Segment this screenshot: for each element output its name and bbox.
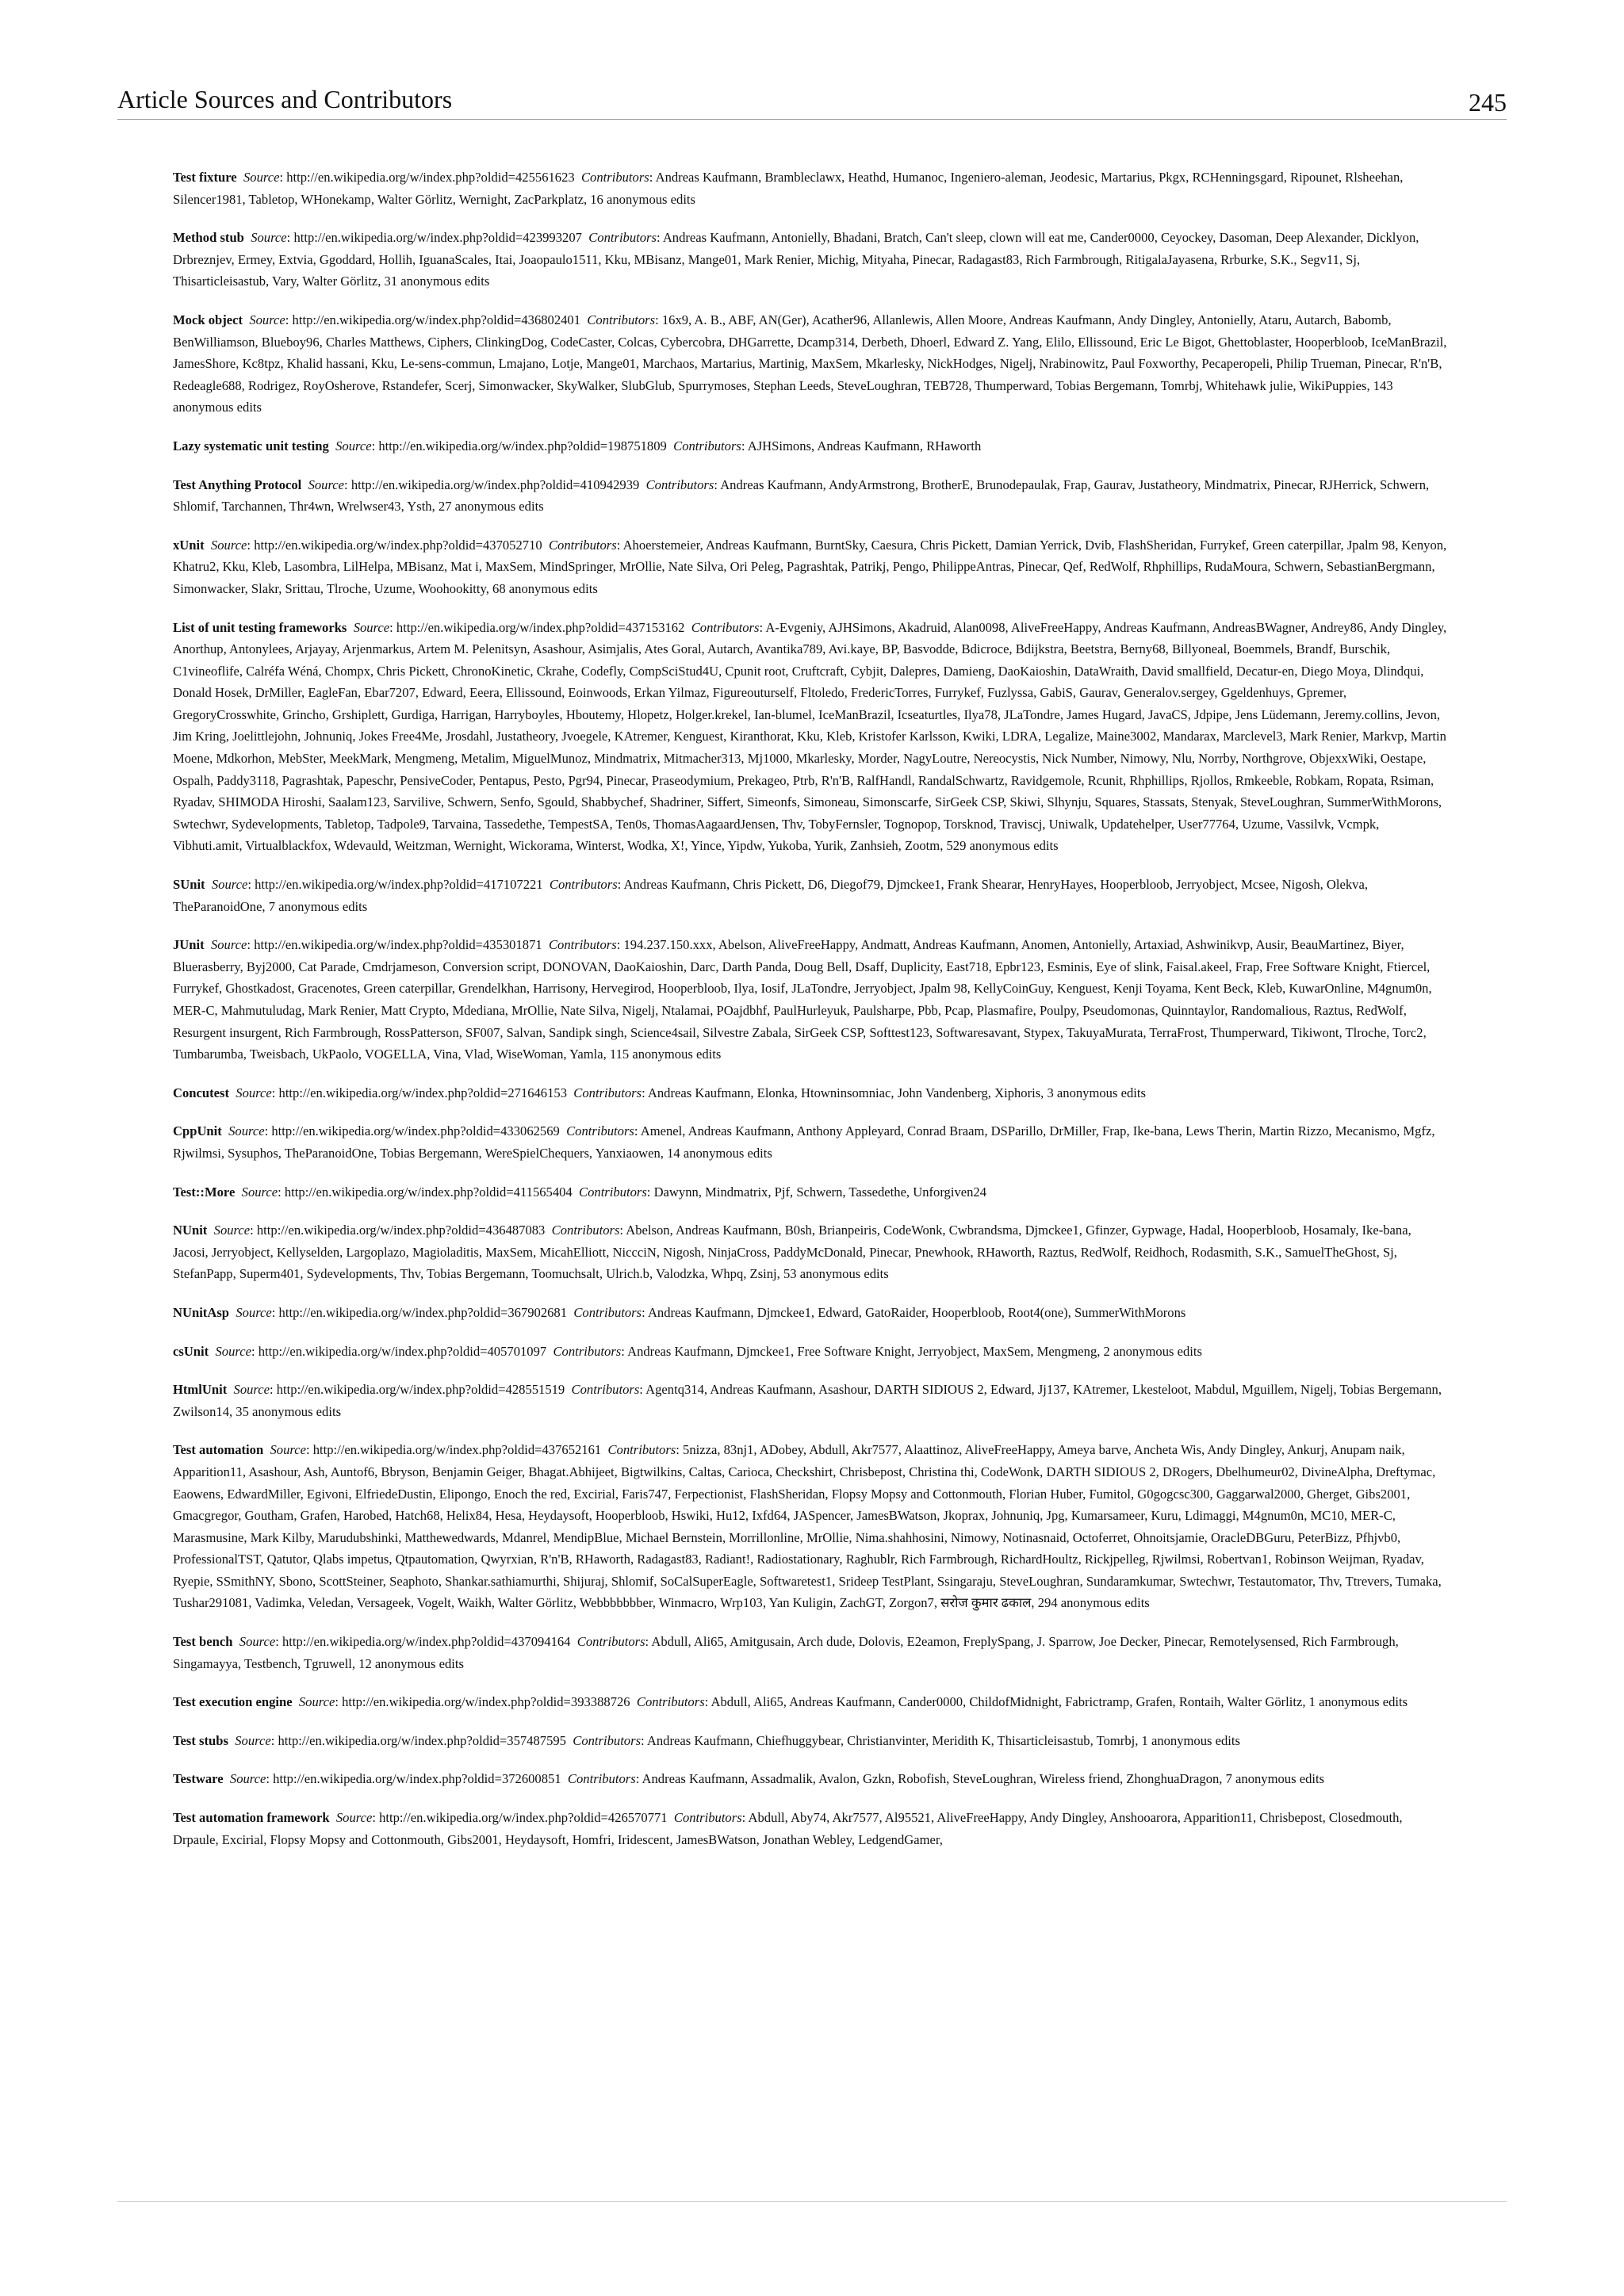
article-entry: Testware Source: http://en.wikipedia.org/w/index.php?oldid=372600851 Contributors: Andreas Kaufmann, Assadmalik, Avalon, Gzkn, Robofish, SteveLoughran, Wireless friend, ZhonghuaDragon, 7 anonymous edits: [173, 1771, 1325, 1787]
contributors-label: Contributors: [579, 1184, 647, 1200]
source-url[interactable]: http://en.wikipedia.org/w/index.php?oldid=367902681: [278, 1304, 568, 1320]
article-entry: Lazy systematic unit testing Source: http://en.wikipedia.org/w/index.php?oldid=198751809 Contributors: AJHSimons, Andreas Kaufmann, RHaworth: [173, 438, 982, 453]
contributors-label: Contributors: [573, 1085, 642, 1100]
source-label: Source: [353, 619, 390, 635]
contributors-label: Contributors: [673, 438, 741, 453]
contributors-label: Contributors: [553, 1343, 622, 1359]
contributors-label: Contributors: [576, 1634, 645, 1650]
contributors-label: Contributors: [548, 537, 617, 553]
source-label: Source: [211, 877, 248, 893]
article-name: HtmlUnit: [173, 1382, 228, 1398]
article-name: SUnit: [173, 877, 205, 893]
article-name: Test automation framework: [173, 1810, 330, 1826]
contributors-label: Contributors: [573, 1732, 642, 1748]
contributors-text: Agentq314, Andreas Kaufmann, Asashour, DARTH SIDIOUS 2, Edward, Jj137, KAtremer, Lkesteloot, Mabdul, Mguillem, Nigelj, Tobias Bergemann, Zwilson14, 35 anonymous edits: [173, 1382, 1442, 1419]
source-label: Source: [335, 438, 372, 453]
article-name: List of unit testing frameworks: [173, 619, 347, 635]
contributors-text: AJHSimons, Andreas Kaufmann, RHaworth: [747, 438, 982, 453]
source-url[interactable]: http://en.wikipedia.org/w/index.php?oldid=437052710: [254, 537, 542, 553]
contributors-label: Contributors: [691, 619, 760, 635]
article-name: Test bench: [173, 1634, 233, 1650]
contributors-text: Andreas Kaufmann, Djmckee1, Edward, GatoRaider, Hooperbloob, Root4(one), SummerWithMorons: [647, 1304, 1186, 1320]
source-url[interactable]: http://en.wikipedia.org/w/index.php?oldid=417107221: [255, 877, 543, 893]
contributors-text: 194.237.150.xxx, Abelson, AliveFreeHappy, Andmatt, Andreas Kaufmann, Anomen, Antonielly, Artaxiad, Ashwinikvp, Ausir, BeauMartinez, Biyer, Bluerasberry, Byj2000, Cat Parade, Cmdrjameson, Conversion script, DONOVAN, DaoKaioshin, Darc, Darth Panda, Doug Bell, Dsaff, Duplicity, East718, Epbr123, Esminis, Eye of slink, Faisal.akeel, Frap, Free Software Knight, Ftiercel, Furrykef, Ghostkadost, Gracenotes, Green caterpillar, Grendelkhan, Harrisony, Hervegirod, Hooperbloob, Ilya, Iosif, JLaTondre, Jerryobject, Jpalm 98, KellyCoinGuy, Kenguest, Kenji Toyama, Kent Beck, Kleb, KuwarOnline, M4gnum0n, MER-C, Mahmutuludag, Mark Renier, Matt Crypto, Mdediana, MrOllie, Nate Silva, Nigelj, Ntalamai, POajdbhf, PaulHurleyuk, Paulsharpe, Pbb, Pcap, Plasmafire, Poulpy, Pseudomonas, Quinntaylor, Randomalious, Raztus, RedWolf, Resurgent insurgent, Rich Farmbrough, RossPatterson, SF007, Salvan, Sandipk singh, Science4sail, Silvestre Zabala, SirGeek CSP, Softtest123, Softwaresavant, Stypex, TakuyaMurata, TerraFrost, Thumperward, Tikiwont, Tlroche, Torc2, Tumbarumba, Tweisbach, UkPaolo, VOGELLA, Vina, Vlad, WiseWoman, Yamla, 115 anonymous edits: [173, 937, 1432, 1062]
contributors-text: Abdull, Ali65, Andreas Kaufmann, Cander0000, ChildofMidnight, Fabrictramp, Grafen, Rontaih, Walter Görlitz, 1 anonymous edits: [710, 1694, 1408, 1710]
contributors-text: Andreas Kaufmann, Antonielly, Bhadani, Bratch, Can't sleep, clown will eat me, Cander0000, Ceyockey, Dasoman, Deep Alexander, Dicklyon, Drbreznjev, Ermey, Extvia, Ggoddard, Hollih, IguanaScales, Itai, Joaopaulo1511, Kku, MBisanz, Mange01, Mark Renier, Michig, Mityaha, Pinecar, Radagast83, Rich Farmbrough, RitigalaJayasena, Rrburke, S.K., Segv11, Sj, Thisarticleisastub, Vary, Walter Görlitz, 31 anonymous edits: [173, 230, 1419, 289]
source-label: Source: [335, 1810, 373, 1826]
article-name: Test execution engine: [173, 1694, 293, 1710]
contributors-label: Contributors: [673, 1810, 742, 1826]
article-name: NUnit: [173, 1223, 208, 1238]
article-name: JUnit: [173, 937, 205, 953]
source-url[interactable]: http://en.wikipedia.org/w/index.php?oldid=372600851: [273, 1771, 561, 1787]
contributors-text: Andreas Kaufmann, Elonka, Htowninsomniac, John Vandenberg, Xiphoris, 3 anonymous edits: [647, 1085, 1146, 1100]
article-entry: Test::More Source: http://en.wikipedia.org/w/index.php?oldid=411565404 Contributors: Dawynn, Mindmatrix, Pjf, Schwern, Tassedethe, Unforgiven24: [173, 1184, 987, 1200]
source-url[interactable]: http://en.wikipedia.org/w/index.php?oldid=425561623: [286, 170, 575, 185]
source-label: Source: [235, 1732, 271, 1748]
article-name: Test automation: [173, 1442, 264, 1458]
article-entry: Method stub Source: http://en.wikipedia.org/w/index.php?oldid=423993207 Contributors: Andreas Kaufmann, Antonielly, Bhadani, Bratch, Can't sleep, clown will eat me, Cander0000, Ceyockey, Dasoman, Deep Alexander, Dicklyon, Drbreznjev, Ermey, Extvia, Ggoddard, Hollih, IguanaScales, Itai, Joaopaulo1511, Kku, MBisanz, Mange01, Mark Renier, Michig, Mityaha, Pinecar, Radagast83, Rich Farmbrough, RitigalaJayasena, Rrburke, S.K., Segv11, Sj, Thisarticleisastub, Vary, Walter Görlitz, 31 anonymous edits: [173, 230, 1419, 289]
article-name: xUnit: [173, 537, 205, 553]
source-url[interactable]: http://en.wikipedia.org/w/index.php?oldid=411565404: [284, 1184, 573, 1200]
article-name: Test Anything Protocol: [173, 476, 302, 492]
article-entry: CppUnit Source: http://en.wikipedia.org/w/index.php?oldid=433062569 Contributors: Amenel, Andreas Kaufmann, Anthony Appleyard, Conrad Braam, DSParillo, DrMiller, Frap, Ike-bana, Lews Therin, Martin Rizzo, Mecanismo, Mgfz, Rjwilmsi, Sysuphos, TheParanoidOne, Tobias Bergemann, WereSpielChequers, Yanxiaowen, 14 anonymous edits: [173, 1123, 1435, 1161]
article-entry: Test bench Source: http://en.wikipedia.org/w/index.php?oldid=437094164 Contributors: Abdull, Ali65, Amitgusain, Arch dude, Dolovis, E2eamon, FreplySpang, J. Sparrow, Joe Decker, Pinecar, Remotelysensed, Rich Farmbrough, Singamayya, Testbench, Tgruwell, 12 anonymous edits: [173, 1634, 1399, 1671]
contributors-text: Andreas Kaufmann, Chiefhuggybear, Christianvinter, Meridith K, Thisarticleisastub, Tomrbj, 1 anonymous edits: [646, 1732, 1240, 1748]
contributors-label: Contributors: [567, 1771, 636, 1787]
footer-rule: [117, 2201, 1507, 2202]
contributors-text: Abdull, Ali65, Amitgusain, Arch dude, Dolovis, E2eamon, FreplySpang, J. Sparrow, Joe Decker, Pinecar, Remotelysensed, Rich Farmbrough, Singamayya, Testbench, Tgruwell, 12 anonymous edits: [173, 1634, 1399, 1671]
contributors-text: Andreas Kaufmann, Brambleclawx, Heathd, Humanoc, Ingeniero-aleman, Jeodesic, Martarius, Pkgx, RCHenningsgard, Ripounet, Rlsheehan, Silencer1981, Tabletop, WHonekamp, Walter Görlitz, Wernight, ZacParkplatz, 16 anonymous edits: [173, 170, 1404, 207]
article-entry: Test automation framework Source: http://en.wikipedia.org/w/index.php?oldid=426570771 Contributors: Abdull, Aby74, Akr7577, Al95521, AliveFreeHappy, Andy Dingley, Anshooarora, Apparition11, Chrisbepost, Closedmouth, Drpaule, Excirial, Flopsy Mopsy and Cottonmouth, Gibs2001, Heydaysoft, Homfri, Iridescent, JamesBWatson, Jonathan Webley, LedgendGamer,: [173, 1810, 1403, 1847]
source-url[interactable]: http://en.wikipedia.org/w/index.php?oldid=410942939: [350, 476, 640, 492]
source-url[interactable]: http://en.wikipedia.org/w/index.php?oldid=423993207: [293, 230, 582, 246]
contributors-label: Contributors: [645, 476, 714, 492]
source-label: Source: [270, 1442, 306, 1458]
article-entry: csUnit Source: http://en.wikipedia.org/w/index.php?oldid=405701097 Contributors: Andreas Kaufmann, Djmckee1, Free Software Knight, Jerryobject, MaxSem, Mengmeng, 2 anonymous edits: [173, 1343, 1202, 1359]
running-title: Article Sources and Contributors: [117, 85, 453, 113]
source-url[interactable]: http://en.wikipedia.org/w/index.php?oldid=437094164: [282, 1634, 571, 1650]
article-entry: Test Anything Protocol Source: http://en.wikipedia.org/w/index.php?oldid=410942939 Contributors: Andreas Kaufmann, AndyArmstrong, BrotherE, Brunodepaulak, Frap, Gaurav, Justatheory, Mindmatrix, Pinecar, RJHerrick, Schwern, Shlomif, Tarchannen, Thr4wn, Wrelwser43, Ysth, 27 anonymous edits: [173, 476, 1430, 515]
contributors-text: Abdull, Aby74, Akr7577, Al95521, AliveFreeHappy, Andy Dingley, Anshooarora, Apparition11, Chrisbepost, Closedmouth, Drpaule, Excirial, Flopsy Mopsy and Cottonmouth, Gibs2001, Heydaysoft, Homfri, Iridescent, JamesBWatson, Jonathan Webley, LedgendGamer,: [173, 1810, 1403, 1847]
contributors-text: 16x9, A. B., ABF, AN(Ger), Acather96, Allanlewis, Allen Moore, Andreas Kaufmann, Andy Dingley, Antonielly, Ataru, Autarch, Babomb, BenWilliamson, Blueboy96, Charles Matthews, Ciphers, ClinkingDog, CodeCaster, Colcas, Cybercobra, DHGarrette, Dcamp314, Derbeth, Dhoerl, Edward Z. Yang, Elilo, Ellissound, Eric Le Bigot, Ghettoblaster, Hooperbloob, IceManBrazil, JamesShore, Kc8tpz, Khalid hassani, Kku, Le-sens-commun, Lmajano, Lotje, Mange01, Marchaos, Martarius, Martinig, MaxSem, Mkarlesky, NickHodges, Nigelj, Nrabinowitz, Paul Foxworthy, Pecaperopeli, Philip Trueman, Pinecar, R'n'B, Redeagle688, Rodrigez, RoyOsherove, Rstandefer, Scerj, Simonwacker, SkyWalker, SlubGlub, Spurrymoses, Stephan Leeds, SteveLoughran, TEB728, Thumperward, Tobias Bergemann, Tomrbj, Whitehawk julie, WikiPuppies, 143 anonymous edits: [173, 312, 1447, 415]
source-label: Source: [298, 1694, 335, 1710]
source-url[interactable]: http://en.wikipedia.org/w/index.php?oldid=271646153: [278, 1085, 567, 1100]
article-name: csUnit: [173, 1343, 209, 1359]
contributors-text: Ahoerstemeier, Andreas Kaufmann, BurntSky, Caesura, Chris Pickett, Damian Yerrick, Dvib, FlashSheridan, Furrykef, Green caterpillar, Jpalm 98, Kenyon, Khatru2, Kku, Kleb, Lasombra, LilHelpa, MBisanz, Mat i, MaxSem, MindSpringer, MrOllie, Nate Silva, Ori Peleg, Pagrashtak, Patrikj, Pengo, PhilippeAntras, Pinecar, Qef, RedWolf, Rhphillips, RudaMoura, Schwern, SebastianBergmann, Simonwacker, Slakr, Srittau, Tlroche, Uzume, Woohookitty, 68 anonymous edits: [173, 537, 1447, 596]
source-label: Source: [210, 937, 247, 953]
article-name: Test stubs: [173, 1732, 228, 1748]
source-label: Source: [229, 1771, 266, 1787]
article-entry: Mock object Source: http://en.wikipedia.org/w/index.php?oldid=436802401 Contributors: 16x9, A. B., ABF, AN(Ger), Acather96, Allanlewis, Allen Moore, Andreas Kaufmann, Andy Dingley, Antonielly, Ataru, Autarch, Babomb, BenWilliamson, Blueboy96, Charles Matthews, Ciphers, ClinkingDog, CodeCaster, Colcas, Cybercobra, DHGarrette, Dcamp314, Derbeth, Dhoerl, Edward Z. Yang, Elilo, Ellissound, Eric Le Bigot, Ghettoblaster, Hooperbloob, IceManBrazil, JamesShore, Kc8tpz, Khalid hassani, Kku, Le-sens-commun, Lmajano, Lotje, Mange01, Marchaos, Martarius, Martinig, MaxSem, Mkarlesky, NickHodges, Nigelj, Nrabinowitz, Paul Foxworthy, Pecaperopeli, Philip Trueman, Pinecar, R'n'B, Redeagle688, Rodrigez, RoyOsherove, Rstandefer, Scerj, Simonwacker, SkyWalker, SlubGlub, Spurrymoses, Stephan Leeds, SteveLoughran, TEB728, Thumperward, Tobias Bergemann, Tomrbj, Whitehawk julie, WikiPuppies, 143 anonymous edits: [173, 312, 1447, 415]
contributors-text: Abelson, Andreas Kaufmann, B0sh, Brianpeiris, CodeWonk, Cwbrandsma, Djmckee1, Gfinzer, Gypwage, Hadal, Hooperbloob, Hosamaly, Ike-bana, Jacosi, Jerryobject, Kellyselden, Largoplazo, Magioladitis, MaxSem, MicahElliott, NiccciN, Nigosh, NinjaCross, PaddyMcDonald, Pinecar, Pnewhook, RHaworth, Raztus, RedWolf, Reidhoch, Rodasmith, S.K., SamuelTheGhost, Sj, StefanPapp, Superm401, Sydevelopments, Thv, Tobias Bergemann, Toomuchsalt, Ulrich.b, Valodzka, Whpq, Zsinj, 53 anonymous edits: [173, 1223, 1411, 1282]
source-url[interactable]: http://en.wikipedia.org/w/index.php?oldid=428551519: [276, 1382, 565, 1398]
contributors-text: Andreas Kaufmann, Assadmalik, Avalon, Gzkn, Robofish, SteveLoughran, Wireless friend, ZhonghuaDragon, 7 anonymous edits: [642, 1771, 1325, 1787]
article-entry: JUnit Source: http://en.wikipedia.org/w/index.php?oldid=435301871 Contributors: 194.237.150.xxx, Abelson, AliveFreeHappy, Andmatt, Andreas Kaufmann, Anomen, Antonielly, Artaxiad, Ashwinikvp, Ausir, BeauMartinez, Biyer, Bluerasberry, Byj2000, Cat Parade, Cmdrjameson, Conversion script, DONOVAN, DaoKaioshin, Darc, Darth Panda, Doug Bell, Dsaff, Duplicity, East718, Epbr123, Esminis, Eye of slink, Faisal.akeel, Frap, Free Software Knight, Ftiercel, Furrykef, Ghostkadost, Gracenotes, Green caterpillar, Grendelkhan, Harrisony, Hervegirod, Hooperbloob, Ilya, Iosif, JLaTondre, Jerryobject, Jpalm 98, KellyCoinGuy, Kenguest, Kenji Toyama, Kent Beck, Kleb, KuwarOnline, M4gnum0n, MER-C, Mahmutuludag, Mark Renier, Matt Crypto, Mdediana, MrOllie, Nate Silva, Nigelj, Ntalamai, POajdbhf, PaulHurleyuk, Paulsharpe, Pbb, Pcap, Plasmafire, Poulpy, Pseudomonas, Quinntaylor, Randomalious, Raztus, RedWolf, Resurgent insurgent, Rich Farmbrough, RossPatterson, SF007, Salvan, Sandipk singh, Science4sail, Silvestre Zabala, SirGeek CSP, Softtest123, Softwaresavant, Stypex, TakuyaMurata, TerraFrost, Thumperward, Tikiwont, Tlroche, Torc2, Tumbarumba, Tweisbach, UkPaolo, VOGELLA, Vina, Vlad, WiseWoman, Yamla, 115 anonymous edits: [173, 937, 1432, 1062]
contributors-label: Contributors: [573, 1304, 642, 1320]
article-name: Method stub: [173, 230, 244, 246]
article-entry: List of unit testing frameworks Source: http://en.wikipedia.org/w/index.php?oldid=437153162 Contributors: A-Evgeniy, AJHSimons, Akadruid, Alan0098, AliveFreeHappy, Andreas Kaufmann, AndreasBWagner, Andrey86, Andy Dingley, Anorthup, Antonylees, Arjayay, Arjenmarkus, Artem M. Pelenitsyn, Asashour, Asimjalis, Ates Goral, Autarch, Avantika789, Avi.kaye, BP, Basvodde, Bdicroce, Bdijkstra, Beetstra, Berny68, Billyoneal, Boemmels, Brandf, Burschik, C1vineoflife, Calréfa Wéná, Chompx, Chris Pickett, ChronoKinetic, Ckrahe, Codefly, CompSciStud4U, Cpunit root, Cruftcraft, Cybjit, Dalepres, Damieng, DaoKaioshin, DataWraith, David smallfield, Decatur-en, Diego Moya, Dlindqui, Donald Hosek, DrMiller, EagleFan, Ebar7207, Edward, Eeera, Ellissound, Eoinwoods, Erkan Yilmaz, Figureouturself, Fltoledo, FredericTorres, Furrykef, Fuzlyssa, GabiS, Gaurav, Generalov.sergey, Ggeldenhuys, Gpremer, GregoryCrosswhite, Grincho, Grshiplett, Gurdiga, Harrigan, Harryboyles, Hboutemy, Hlopetz, Holger.krekel, Ian-blumel, IceManBrazil, Icseaturtles, Ilya78, JLaTondre, James Hugard, JavaCS, Jdpipe, Jens Lüdemann, Jeremy.collins, Jevon, Jim Kring, Joelittlejohn, Johnuniq, Jokes Free4Me, Jrosdahl, Justatheory, Jvoegele, KAtremer, Kenguest, Kiranthorat, Kku, Kleb, Kristofer Karlsson, Kwiki, LDRA, Legalize, Maine3002, Mandarax, Marclevel3, Mark Renier, Markvp, Martin Moene, Mdkorhon, MebSter, MeekMark, Mengmeng, Metalim, MiguelMunoz, Mindmatrix, Mitmacher313, Mj1000, Mkarlesky, Morder, NagyLoutre, Nereocystis, Nick Number, Nimowy, Nlu, Norrby, Northgrove, ObjexxWiki, Oestape, Ospalh, Paddy3118, Pagrashtak, Papeschr, PensiveCoder, Pentapus, Pesto, Pgr94, Pinecar, Praseodymium, Prekageo, Ptrb, R'n'B, RalfHandl, RandalSchwartz, Ravidgemole, Rcunit, Rhphillips, Rjollos, Rmkeeble, Robkam, Ropata, Rsiman, Ryadav, SHIMODA Hiroshi, Saalam123, Sarvilive, Schwern, Senfo, Sgould, Shabbychef, Shadriner, Siffert, Simeonfs, Simoneau, Simonscarfe, SirGeek CSP, Skiwi, Slhynju, Squares, Stassats, Stenyak, SteveLoughran, SummerWithMorons, Swtechwr, Sydevelopments, Tabletop, Tadpole9, Tarvaina, Tassedethe, TempestSA, Ten0s, ThomasAagaardJensen, Thv, TobyFernsler, Tognopop, Torsknod, Traviscj, Uniwalk, Updatehelper, User77764, Uzume, Vassilvk, Vcmpk, Vibhuti.amit, Virtualblackfox, Wdevauld, Weitzman, Wernight, Wickorama, Winterst, Wodka, X!, Yince, Yipdw, Yukoba, Yurik, Zanhsieh, Zootm, 529 anonymous edits: [173, 619, 1447, 854]
article-name: Test::More: [173, 1184, 236, 1200]
contributors-label: Contributors: [571, 1382, 640, 1398]
source-label: Source: [241, 1184, 278, 1200]
source-label: Source: [210, 537, 247, 553]
contributors-label: Contributors: [587, 312, 656, 327]
contributors-label: Contributors: [580, 170, 649, 185]
contributors-label: Contributors: [588, 230, 657, 246]
source-label: Source: [249, 312, 285, 327]
contributors-label: Contributors: [636, 1694, 705, 1710]
article-name: Concutest: [173, 1085, 229, 1100]
source-label: Source: [239, 1634, 276, 1650]
contributors-text: Dawynn, Mindmatrix, Pjf, Schwern, Tassedethe, Unforgiven24: [653, 1184, 987, 1200]
article-name: Mock object: [173, 312, 243, 327]
source-label: Source: [213, 1223, 251, 1238]
source-url[interactable]: http://en.wikipedia.org/w/index.php?oldid=437153162: [396, 619, 685, 635]
source-label: Source: [215, 1343, 251, 1359]
article-entry: SUnit Source: http://en.wikipedia.org/w/index.php?oldid=417107221 Contributors: Andreas Kaufmann, Chris Pickett, D6, Diegof79, Djmckee1, Frank Shearar, HenryHayes, Hooperbloob, Jerryobject, Mcsee, Nigosh, Olekva, TheParanoidOne, 7 anonymous edits: [173, 877, 1368, 914]
article-name: CppUnit: [173, 1123, 222, 1139]
page-header: [117, 79, 1507, 120]
contributors-text: 5nizza, 83nj1, ADobey, Abdull, Akr7577, Alaattinoz, AliveFreeHappy, Ameya barve, Ancheta Wis, Andy Dingley, Ankurj, Anupam naik, Apparition11, Asashour, Ash, Auntof6, Bbryson, Benjamin Geiger, Bhagat.Abhijeet, Bigtwilkins, Caltas, Carioca, Checkshirt, Chrisbepost, Christina thi, CodeWonk, DARTH SIDIOUS 2, DRogers, Dbelhumeur02, DivineAlpha, Dreftymac, Eaowens, EdwardMiller, Egivoni, ElfriedeDustin, Elipongo, Enoch the red, Excirial, Faris747, Ferpectionist, FlashSheridan, Flopsy Mopsy and Cottonmouth, Florian Huber, Fumitol, G0gogcsc300, Gaggarwal2000, Gherget, Gibs2001, Gmacgregor, Goutham, Grafen, Harobed, Hatch68, Helix84, Hesa, Heydaysoft, Hooperbloob, Hswiki, Hu12, Ixfd64, JASpencer, JamesBWatson, Jkoprax, Johnuniq, Jpg, Kumarsameer, Kuru, Ldimaggi, M4gnum0n, MC10, MER-C, Marasmusine, Mark Kilby, Marudubshinki, Matthewedwards, Mdanrel, MendipBlue, Michael Bernstein, Morrillonline, MrOllie, Nima.shahhosini, Nimowy, Notinasnaid, Octoferret, Ohnoitsjamie, OracleDBGuru, PeterBizz, Pfhjvb0, ProfessionalTST, Qatutor, Qlabs impetus, Qtpautomation, Qwyrxian, R'n'B, RHaworth, Radagast83, Radiant!, Radiostationary, Raghublr, Rich Farmbrough, RichardHoultz, Rickjpelleg, Rjwilmsi, Robertvan1, Robinson Weijman, Ryadav, Ryepie, SSmithNY, Sbono, ScottSteiner, Seaphoto, Shankar.sathiamurthi, Shijuraj, Shlomif, SoCalSuperEagle, Softwaretest1, Srideep TestPlant, Ssingaraju, SteveLoughran, Sundaramkumar, Swtechwr, Testautomator, Thv, Ttrevers, Tumaka, Tushar291081, Vadimka, Veledan, Versageek, Vogelt, Waikh, Walter Görlitz, Webbbbbbber, Winmacro, Wrp103, Yan Kuligin, ZachGT, Zorgon7, सरोज कुमार ढकाल, 294 anonymous edits: [173, 1442, 1442, 1611]
source-url[interactable]: http://en.wikipedia.org/w/index.php?oldid=435301871: [254, 937, 542, 953]
article-entry: Concutest Source: http://en.wikipedia.org/w/index.php?oldid=271646153 Contributors: Andreas Kaufmann, Elonka, Htowninsomniac, John Vandenberg, Xiphoris, 3 anonymous edits: [173, 1085, 1146, 1100]
page-number: 245: [1469, 88, 1507, 117]
article-entry: Test fixture Source: http://en.wikipedia.org/w/index.php?oldid=425561623 Contributors: Andreas Kaufmann, Brambleclawx, Heathd, Humanoc, Ingeniero-aleman, Jeodesic, Martarius, Pkgx, RCHenningsgard, Ripounet, Rlsheehan, Silencer1981, Tabletop, WHonekamp, Walter Görlitz, Wernight, ZacParkplatz, 16 anonymous edits: [173, 170, 1404, 207]
source-label: Source: [243, 170, 280, 185]
article-entry: NUnitAsp Source: http://en.wikipedia.org/w/index.php?oldid=367902681 Contributors: Andreas Kaufmann, Djmckee1, Edward, GatoRaider, Hooperbloob, Root4(one), SummerWithMorons: [173, 1304, 1186, 1320]
article-entry: HtmlUnit Source: http://en.wikipedia.org/w/index.php?oldid=428551519 Contributors: Agentq314, Andreas Kaufmann, Asashour, DARTH SIDIOUS 2, Edward, Jj137, KAtremer, Lkesteloot, Mabdul, Mguillem, Nigelj, Tobias Bergemann, Zwilson14, 35 anonymous edits: [173, 1382, 1442, 1419]
source-url[interactable]: http://en.wikipedia.org/w/index.php?oldid=357487595: [278, 1732, 566, 1748]
article-name: Lazy systematic unit testing: [173, 438, 329, 453]
source-url[interactable]: http://en.wikipedia.org/w/index.php?oldid=426570771: [379, 1810, 668, 1826]
source-url[interactable]: http://en.wikipedia.org/w/index.php?oldid=393388726: [342, 1694, 630, 1710]
source-url[interactable]: http://en.wikipedia.org/w/index.php?oldid=405701097: [258, 1343, 547, 1359]
contributors-list: [173, 166, 1450, 1867]
article-entry: NUnit Source: http://en.wikipedia.org/w/index.php?oldid=436487083 Contributors: Abelson, Andreas Kaufmann, B0sh, Brianpeiris, CodeWonk, Cwbrandsma, Djmckee1, Gfinzer, Gypwage, Hadal, Hooperbloob, Hosamaly, Ike-bana, Jacosi, Jerryobject, Kellyselden, Largoplazo, Magioladitis, MaxSem, MicahElliott, NiccciN, Nigosh, NinjaCross, PaddyMcDonald, Pinecar, Pnewhook, RHaworth, Raztus, RedWolf, Reidhoch, Rodasmith, S.K., SamuelTheGhost, Sj, StefanPapp, Superm401, Sydevelopments, Thv, Tobias Bergemann, Toomuchsalt, Ulrich.b, Valodzka, Whpq, Zsinj, 53 anonymous edits: [173, 1223, 1411, 1282]
source-label: Source: [228, 1123, 265, 1139]
source-label: Source: [236, 1085, 272, 1100]
source-url[interactable]: http://en.wikipedia.org/w/index.php?oldid=433062569: [271, 1123, 560, 1139]
source-url[interactable]: http://en.wikipedia.org/w/index.php?oldid=198751809: [378, 438, 667, 453]
article-name: Test fixture: [173, 170, 237, 185]
source-label: Source: [308, 476, 345, 492]
source-url[interactable]: http://en.wikipedia.org/w/index.php?oldid=437652161: [312, 1442, 602, 1458]
contributors-text: Amenel, Andreas Kaufmann, Anthony Appleyard, Conrad Braam, DSParillo, DrMiller, Frap, Ike-bana, Lews Therin, Martin Rizzo, Mecanismo, Mgfz, Rjwilmsi, Sysuphos, TheParanoidOne, Tobias Bergemann, WereSpielChequers, Yanxiaowen, 14 anonymous edits: [173, 1123, 1435, 1161]
contributors-text: Andreas Kaufmann, AndyArmstrong, BrotherE, Brunodepaulak, Frap, Gaurav, Justatheory, Mindmatrix, Pinecar, RJHerrick, Schwern, Shlomif, Tarchannen, Thr4wn, Wrelwser43, Ysth, 27 anonymous edits: [173, 476, 1430, 515]
article-entry: Test execution engine Source: http://en.wikipedia.org/w/index.php?oldid=393388726 Contributors: Abdull, Ali65, Andreas Kaufmann, Cander0000, ChildofMidnight, Fabrictramp, Grafen, Rontaih, Walter Görlitz, 1 anonymous edits: [173, 1694, 1408, 1710]
source-label: Source: [233, 1382, 270, 1398]
source-label: Source: [251, 230, 287, 246]
contributors-label: Contributors: [566, 1123, 634, 1139]
contributors-text: Andreas Kaufmann, Djmckee1, Free Software Knight, Jerryobject, MaxSem, Mengmeng, 2 anonymous edits: [627, 1343, 1202, 1359]
article-entry: Test automation Source: http://en.wikipedia.org/w/index.php?oldid=437652161 Contributors: 5nizza, 83nj1, ADobey, Abdull, Akr7577, Alaattinoz, AliveFreeHappy, Ameya barve, Ancheta Wis, Andy Dingley, Ankurj, Anupam naik, Apparition11, Asashour, Ash, Auntof6, Bbryson, Benjamin Geiger, Bhagat.Abhijeet, Bigtwilkins, Caltas, Carioca, Checkshirt, Chrisbepost, Christina thi, CodeWonk, DARTH SIDIOUS 2, DRogers, Dbelhumeur02, DivineAlpha, Dreftymac, Eaowens, EdwardMiller, Egivoni, ElfriedeDustin, Elipongo, Enoch the red, Excirial, Faris747, Ferpectionist, FlashSheridan, Flopsy Mopsy and Cottonmouth, Florian Huber, Fumitol, G0gogcsc300, Gaggarwal2000, Gherget, Gibs2001, Gmacgregor, Goutham, Grafen, Harobed, Hatch68, Helix84, Hesa, Heydaysoft, Hooperbloob, Hswiki, Hu12, Ixfd64, JASpencer, JamesBWatson, Jkoprax, Johnuniq, Jpg, Kumarsameer, Kuru, Ldimaggi, M4gnum0n, MC10, MER-C, Marasmusine, Mark Kilby, Marudubshinki, Matthewedwards, Mdanrel, MendipBlue, Michael Bernstein, Morrillonline, MrOllie, Nima.shahhosini, Nimowy, Notinasnaid, Octoferret, Ohnoitsjamie, OracleDBGuru, PeterBizz, Pfhjvb0, ProfessionalTST, Qatutor, Qlabs impetus, Qtpautomation, Qwyrxian, R'n'B, RHaworth, Radagast83, Radiant!, Radiostationary, Raghublr, Rich Farmbrough, RichardHoultz, Rickjpelleg, Rjwilmsi, Robertvan1, Robinson Weijman, Ryadav, Ryepie, SSmithNY, Sbono, ScottSteiner, Seaphoto, Shankar.sathiamurthi, Shijuraj, Shlomif, SoCalSuperEagle, Softwaretest1, Srideep TestPlant, Ssingaraju, SteveLoughran, Sundaramkumar, Swtechwr, Testautomator, Thv, Ttrevers, Tumaka, Tushar291081, Vadimka, Veledan, Versageek, Vogelt, Waikh, Walter Görlitz, Webbbbbbber, Winmacro, Wrp103, Yan Kuligin, ZachGT, Zorgon7, सरोज कुमार ढकाल, 294 anonymous edits: [173, 1442, 1442, 1611]
contributors-label: Contributors: [548, 937, 617, 953]
article-name: Testware: [173, 1771, 224, 1787]
article-name: NUnitAsp: [173, 1304, 230, 1320]
source-url[interactable]: http://en.wikipedia.org/w/index.php?oldid=436802401: [292, 312, 581, 327]
contributors-label: Contributors: [551, 1223, 620, 1238]
contributors-label: Contributors: [607, 1442, 676, 1458]
source-url[interactable]: http://en.wikipedia.org/w/index.php?oldid=436487083: [256, 1223, 546, 1238]
contributors-text: A-Evgeniy, AJHSimons, Akadruid, Alan0098, AliveFreeHappy, Andreas Kaufmann, AndreasBWagner, Andrey86, Andy Dingley, Anorthup, Antonylees, Arjayay, Arjenmarkus, Artem M. Pelenitsyn, Asashour, Asimjalis, Ates Goral, Autarch, Avantika789, Avi.kaye, BP, Basvodde, Bdicroce, Bdijkstra, Beetstra, Berny68, Billyoneal, Boemmels, Brandf, Burschik, C1vineoflife, Calréfa Wéná, Chompx, Chris Pickett, ChronoKinetic, Ckrahe, Codefly, CompSciStud4U, Cpunit root, Cruftcraft, Cybjit, Dalepres, Damieng, DaoKaioshin, DataWraith, David smallfield, Decatur-en, Diego Moya, Dlindqui, Donald Hosek, DrMiller, EagleFan, Ebar7207, Edward, Eeera, Ellissound, Eoinwoods, Erkan Yilmaz, Figureouturself, Fltoledo, FredericTorres, Furrykef, Fuzlyssa, GabiS, Gaurav, Generalov.sergey, Ggeldenhuys, Gpremer, GregoryCrosswhite, Grincho, Grshiplett, Gurdiga, Harrigan, Harryboyles, Hboutemy, Hlopetz, Holger.krekel, Ian-blumel, IceManBrazil, Icseaturtles, Ilya78, JLaTondre, James Hugard, JavaCS, Jdpipe, Jens Lüdemann, Jeremy.collins, Jevon, Jim Kring, Joelittlejohn, Johnuniq, Jokes Free4Me, Jrosdahl, Justatheory, Jvoegele, KAtremer, Kenguest, Kiranthorat, Kku, Kleb, Kristofer Karlsson, Kwiki, LDRA, Legalize, Maine3002, Mandarax, Marclevel3, Mark Renier, Markvp, Martin Moene, Mdkorhon, MebSter, MeekMark, Mengmeng, Metalim, MiguelMunoz, Mindmatrix, Mitmacher313, Mj1000, Mkarlesky, Morder, NagyLoutre, Nereocystis, Nick Number, Nimowy, Nlu, Norrby, Northgrove, ObjexxWiki, Oestape, Ospalh, Paddy3118, Pagrashtak, Papeschr, PensiveCoder, Pentapus, Pesto, Pgr94, Pinecar, Praseodymium, Prekageo, Ptrb, R'n'B, RalfHandl, RandalSchwartz, Ravidgemole, Rcunit, Rhphillips, Rjollos, Rmkeeble, Robkam, Ropata, Rsiman, Ryadav, SHIMODA Hiroshi, Saalam123, Sarvilive, Schwern, Senfo, Sgould, Shabbychef, Shadriner, Siffert, Simeonfs, Simoneau, Simonscarfe, SirGeek CSP, Skiwi, Slhynju, Squares, Stassats, Stenyak, SteveLoughran, SummerWithMorons, Swtechwr, Sydevelopments, Tabletop, Tadpole9, Tarvaina, Tassedethe, TempestSA, Ten0s, ThomasAagaardJensen, Thv, TobyFernsler, Tognopop, Torsknod, Traviscj, Uniwalk, Updatehelper, User77764, Uzume, Vassilvk, Vcmpk, Vibhuti.amit, Virtualblackfox, Wdevauld, Weitzman, Wernight, Wickorama, Winterst, Wodka, X!, Yince, Yipdw, Yukoba, Yurik, Zanhsieh, Zootm, 529 anonymous edits: [173, 619, 1447, 854]
article-entry: Test stubs Source: http://en.wikipedia.org/w/index.php?oldid=357487595 Contributors: Andreas Kaufmann, Chiefhuggybear, Christianvinter, Meridith K, Thisarticleisastub, Tomrbj, 1 anonymous edits: [173, 1732, 1240, 1748]
article-entry: xUnit Source: http://en.wikipedia.org/w/index.php?oldid=437052710 Contributors: Ahoerstemeier, Andreas Kaufmann, BurntSky, Caesura, Chris Pickett, Damian Yerrick, Dvib, FlashSheridan, Furrykef, Green caterpillar, Jpalm 98, Kenyon, Khatru2, Kku, Kleb, Lasombra, LilHelpa, MBisanz, Mat i, MaxSem, MindSpringer, MrOllie, Nate Silva, Ori Peleg, Pagrashtak, Patrikj, Pengo, PhilippeAntras, Pinecar, Qef, RedWolf, Rhphillips, RudaMoura, Schwern, SebastianBergmann, Simonwacker, Slakr, Srittau, Tlroche, Uzume, Woohookitty, 68 anonymous edits: [173, 537, 1447, 596]
contributors-text: Andreas Kaufmann, Chris Pickett, D6, Diegof79, Djmckee1, Frank Shearar, HenryHayes, Hooperbloob, Jerryobject, Mcsee, Nigosh, Olekva, TheParanoidOne, 7 anonymous edits: [173, 877, 1368, 914]
contributors-label: Contributors: [549, 877, 618, 893]
source-label: Source: [236, 1304, 272, 1320]
